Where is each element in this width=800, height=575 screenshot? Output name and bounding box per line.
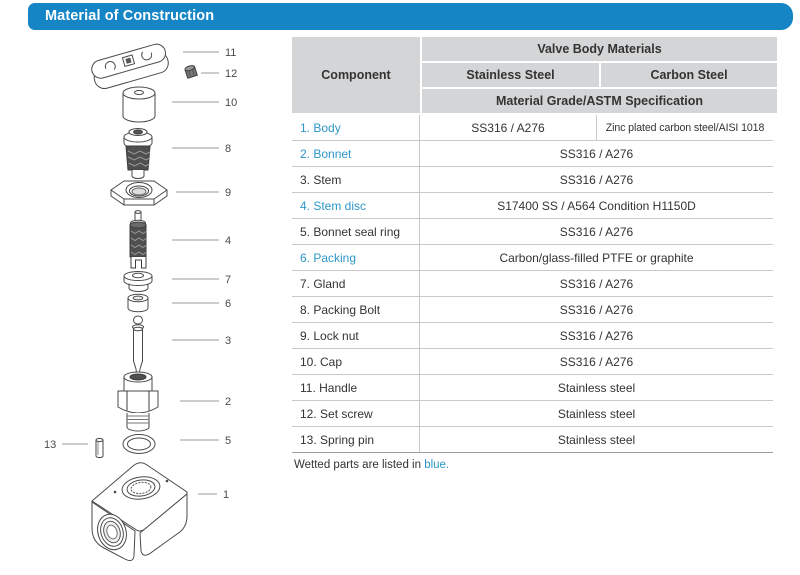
callout-2: 2 [225, 396, 232, 408]
material-cell: Stainless steel [557, 432, 636, 447]
material-cell: S17400 SS / A564 Condition H1150D [497, 198, 696, 213]
table-row [292, 271, 773, 297]
exploded-valve-diagram [25, 30, 295, 570]
material-cell: Stainless steel [557, 380, 636, 395]
component-cell: 8. Packing Bolt [292, 297, 420, 322]
part-packing-bolt [124, 129, 152, 179]
material-cell: SS316 / A276 [559, 224, 634, 239]
callout-5: 5 [225, 435, 232, 447]
part-set-screw [184, 65, 197, 79]
callout-1: 1 [223, 489, 230, 501]
part-packing [128, 294, 148, 312]
footnote-blue-word: blue. [424, 459, 450, 471]
col-header-carbon-steel: Carbon Steel [601, 63, 777, 87]
table-row [292, 401, 773, 427]
callout-13: 13 [44, 439, 57, 451]
footnote [292, 459, 773, 471]
section-header [28, 3, 793, 30]
table-row [292, 245, 773, 271]
component-cell: 13. Spring pin [292, 427, 420, 452]
part-bonnet [118, 372, 158, 431]
table-row [292, 375, 773, 401]
table-body [292, 115, 773, 453]
component-cell: 1. Body [292, 115, 420, 140]
col-header-material-grade: Material Grade/ASTM Specification [422, 89, 777, 113]
part-bonnet-seal-ring [123, 435, 155, 454]
material-cell: SS316 / A276 [559, 328, 634, 343]
part-spring-pin [96, 438, 103, 457]
table-row [292, 349, 773, 375]
material-cell: SS316 / A276 [559, 146, 634, 161]
table-row [292, 115, 773, 141]
table-row [292, 193, 773, 219]
callout-6: 6 [225, 298, 232, 310]
component-cell: 4. Stem disc [292, 193, 420, 218]
callout-10: 10 [225, 97, 238, 109]
col-header-stainless-steel: Stainless Steel [422, 63, 599, 87]
material-cell: SS316 / A276 [559, 354, 634, 369]
materials-table [292, 37, 773, 471]
carbon-steel-cell: Zinc plated carbon steel/AISI 1018 [605, 121, 765, 134]
page-title: Material of Construction [45, 8, 215, 24]
table-header [292, 37, 773, 113]
material-cell: SS316 / A276 [559, 172, 634, 187]
component-cell: 5. Bonnet seal ring [292, 219, 420, 244]
component-cell: 10. Cap [292, 349, 420, 374]
stainless-steel-cell: SS316 / A276 [420, 115, 597, 140]
col-header-valve-body-materials: Valve Body Materials [422, 37, 777, 61]
callout-7: 7 [225, 274, 232, 286]
callout-8: 8 [225, 143, 232, 155]
material-cell: SS316 / A276 [559, 302, 634, 317]
table-row [292, 141, 773, 167]
part-stem-disc [130, 211, 146, 268]
part-body [92, 463, 187, 561]
part-cap [123, 87, 155, 122]
material-cell: SS316 / A276 [559, 276, 634, 291]
component-cell: 7. Gland [292, 271, 420, 296]
footnote-text: Wetted parts are listed in [294, 459, 425, 471]
table-row [292, 219, 773, 245]
table-row [292, 167, 773, 193]
part-handle [90, 42, 171, 91]
part-gland [124, 272, 152, 292]
component-cell: 6. Packing [292, 245, 420, 270]
part-stem [133, 316, 144, 373]
callout-3: 3 [225, 335, 232, 347]
table-row [292, 323, 773, 349]
component-cell: 3. Stem [292, 167, 420, 192]
part-lock-nut [111, 181, 167, 205]
material-cell: Stainless steel [557, 406, 636, 421]
callout-11: 11 [225, 47, 237, 59]
callout-12: 12 [225, 68, 238, 80]
material-cell: Carbon/glass-filled PTFE or graphite [499, 250, 694, 265]
component-cell: 9. Lock nut [292, 323, 420, 348]
callout-9: 9 [225, 187, 232, 199]
callout-4: 4 [225, 235, 232, 247]
component-cell: 12. Set screw [292, 401, 420, 426]
col-header-component: Component [292, 37, 420, 113]
component-cell: 11. Handle [292, 375, 420, 400]
table-row [292, 427, 773, 453]
table-row [292, 297, 773, 323]
component-cell: 2. Bonnet [292, 141, 420, 166]
